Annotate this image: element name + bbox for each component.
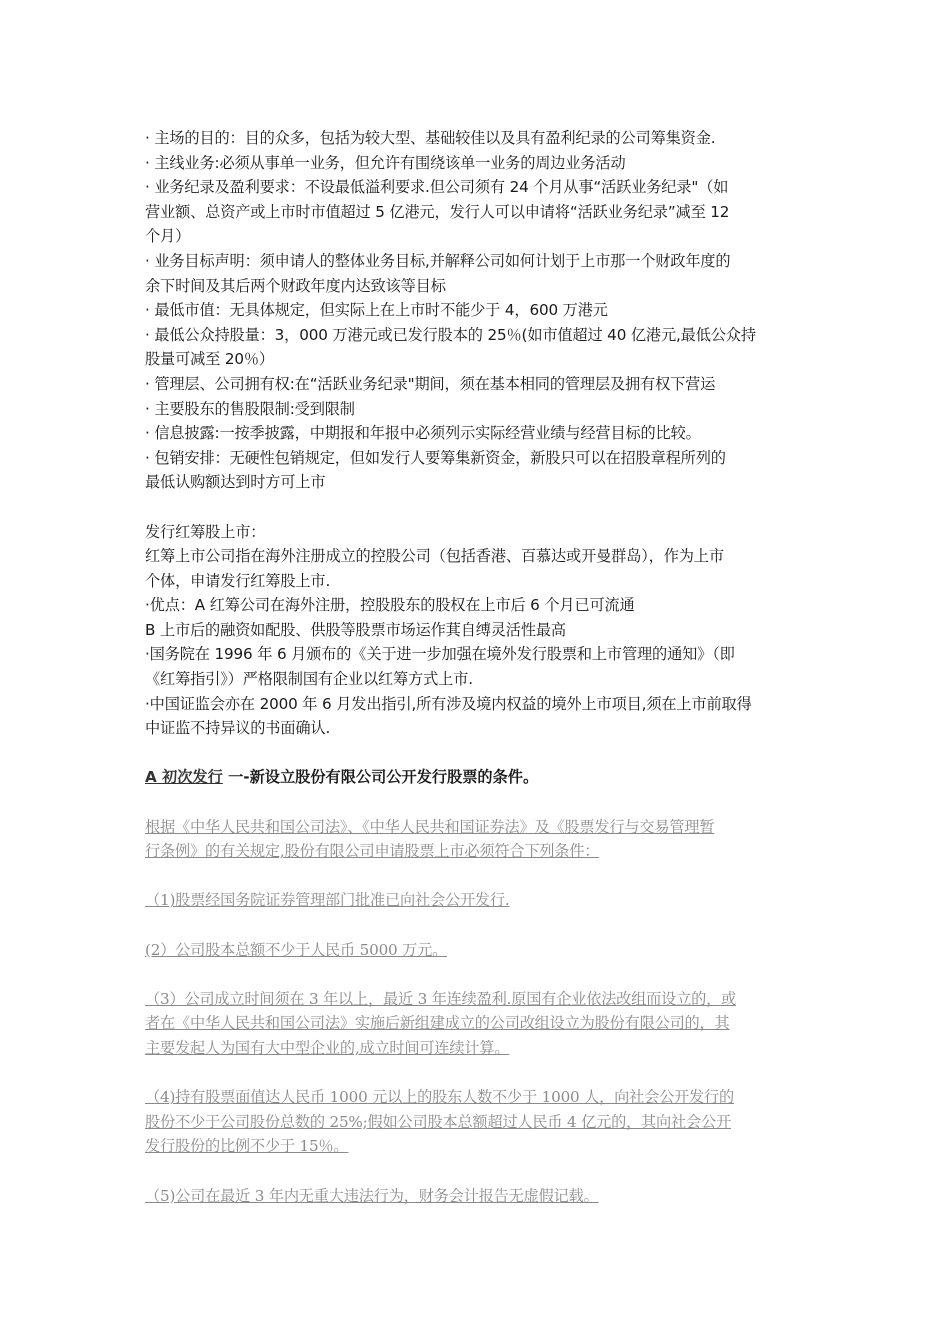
requirement-line: 余下时间及其后两个财政年度内达致该等目标	[145, 276, 446, 295]
requirement-line: · 包销安排：无硬性包销规定，但如发行人要筹集新资金，新股只可以在招股章程所列的	[145, 448, 726, 467]
condition-1[interactable]: （1)股票经国务院证券管理部门批准已向社会公开发行.	[145, 891, 510, 910]
condition-5[interactable]: （5)公司在最近 3 年内无重大违法行为，财务会计报告无虚假记载。	[145, 1186, 599, 1205]
intro-paragraph	[145, 815, 810, 864]
requirement-line: · 业务目标声明：须申请人的整体业务目标,并解释公司如何计划于上市那一个财政年度的	[145, 251, 731, 270]
document-body	[145, 126, 810, 1208]
requirement-line: · 主场的目的：目的众多，包括为较大型、基础较佳以及具有盈利纪录的公司筹集资金.	[145, 129, 716, 147]
red-chip-line: ·优点：A 红筹公司在海外注册，控股股东的股权在上市后 6 个月已可流通	[145, 596, 635, 615]
requirement-line: · 管理层、公司拥有权:在“活跃业务纪录"期间，须在基本相同的管理层及拥有权下营运	[145, 374, 716, 393]
listing-requirements-section	[145, 126, 810, 495]
requirement-line: · 主要股东的售股限制:受到限制	[145, 399, 355, 418]
condition-line[interactable]: （4)持有股票面值达人民币 1000 元以上的股东人数不少于 1000 人，向社会公开发行的	[145, 1088, 735, 1107]
paragraph-gap	[145, 790, 810, 815]
paragraph-gap	[145, 962, 810, 987]
requirement-line: 股量可减至 20％）	[145, 350, 274, 369]
paragraph-gap	[145, 864, 810, 889]
section-heading	[145, 765, 810, 790]
paragraph-gap	[145, 495, 810, 520]
requirement-line: · 信息披露:一按季披露，中期报和年报中必须列示实际经营业绩与经营目标的比较。	[145, 424, 701, 443]
red-chip-line: 个体，申请发行红筹股上市.	[145, 571, 331, 590]
heading-text: 一-新设立股份有限公司公开发行股票的条件。	[228, 768, 539, 787]
requirement-line: · 主线业务:必须从事单一业务，但允许有围绕该单一业务的周边业务活动	[145, 153, 626, 172]
red-chip-line: 《红筹指引》）严格限制国有企业以红筹方式上市.	[145, 670, 473, 689]
heading-link[interactable]: A 初次发行	[145, 768, 223, 787]
red-chip-title: 发行红筹股上市：	[145, 522, 266, 541]
paragraph-gap	[145, 913, 810, 938]
paragraph-gap	[145, 1159, 810, 1184]
requirement-line: · 最低市值：无具体规定，但实际上在上市时不能少于 4，600 万港元	[145, 301, 608, 320]
red-chip-line: ·国务院在 1996 年 6 月颁布的《关于进一步加强在境外发行股票和上市管理的通知》（即	[145, 645, 735, 664]
requirement-line: · 最低公众持股量：3，000 万港元或已发行股本的 25％(如市值超过 40 亿港元,最低公众持	[145, 325, 756, 344]
intro-line[interactable]: 行条例》的有关规定,股份有限公司申请股票上市必须符合下列条件：	[145, 842, 600, 861]
condition-line[interactable]: 主要发起人为国有大中型企业的,成立时间可连续计算。	[145, 1038, 510, 1057]
condition-line[interactable]: 者在《中华人民共和国公司法》实施后新组建成立的公司改组设立为股份有限公司的，其	[145, 1014, 730, 1033]
requirement-line: · 业务纪录及盈利要求：不设最低溢利要求.但公司须有 24 个月从事“活跃业务纪录"（如	[145, 178, 729, 197]
condition-line[interactable]: （3）公司成立时间须在 3 年以上，最近 3 年连续盈利.原国有企业依法改组而设立的，或	[145, 989, 737, 1008]
paragraph-gap	[145, 1061, 810, 1086]
condition-2[interactable]: (2）公司股本总额不少于人民币 5000 万元。	[145, 940, 448, 959]
condition-4	[145, 1085, 810, 1159]
requirement-line: 个月）	[145, 227, 191, 246]
condition-line[interactable]: 股份不少于公司股份总数的 25%;假如公司股本总额超过人民币 4 亿元的，其向社会公开	[145, 1112, 731, 1131]
red-chip-line: B 上市后的融资如配股、供股等股票市场运作萁自缚灵活性最高	[145, 620, 566, 639]
red-chip-line: 中证监不持异议的书面确认.	[145, 719, 331, 738]
red-chip-line: 红筹上市公司指在海外注册成立的控股公司（包括香港、百慕达或开曼群岛），作为上市	[145, 547, 724, 566]
requirement-line: 最低认购额达到时方可上市	[145, 473, 326, 492]
intro-line[interactable]: 根据《中华人民共和国公司法》、《中华人民共和国证券法》及《股票发行与交易管理暂	[145, 817, 715, 836]
condition-line[interactable]: 发行股份的比例不少于 15％。	[145, 1137, 349, 1156]
paragraph-gap	[145, 741, 810, 766]
red-chip-section	[145, 520, 810, 741]
red-chip-line: ·中国证监会亦在 2000 年 6 月发出指引,所有涉及境内权益的境外上市项目,须在上市前取得	[145, 694, 752, 713]
condition-3	[145, 987, 810, 1061]
requirement-line: 营业额、总资产或上市时市值超过 5 亿港元，发行人可以申请将“活跃业务纪录”减至 12	[145, 202, 730, 221]
